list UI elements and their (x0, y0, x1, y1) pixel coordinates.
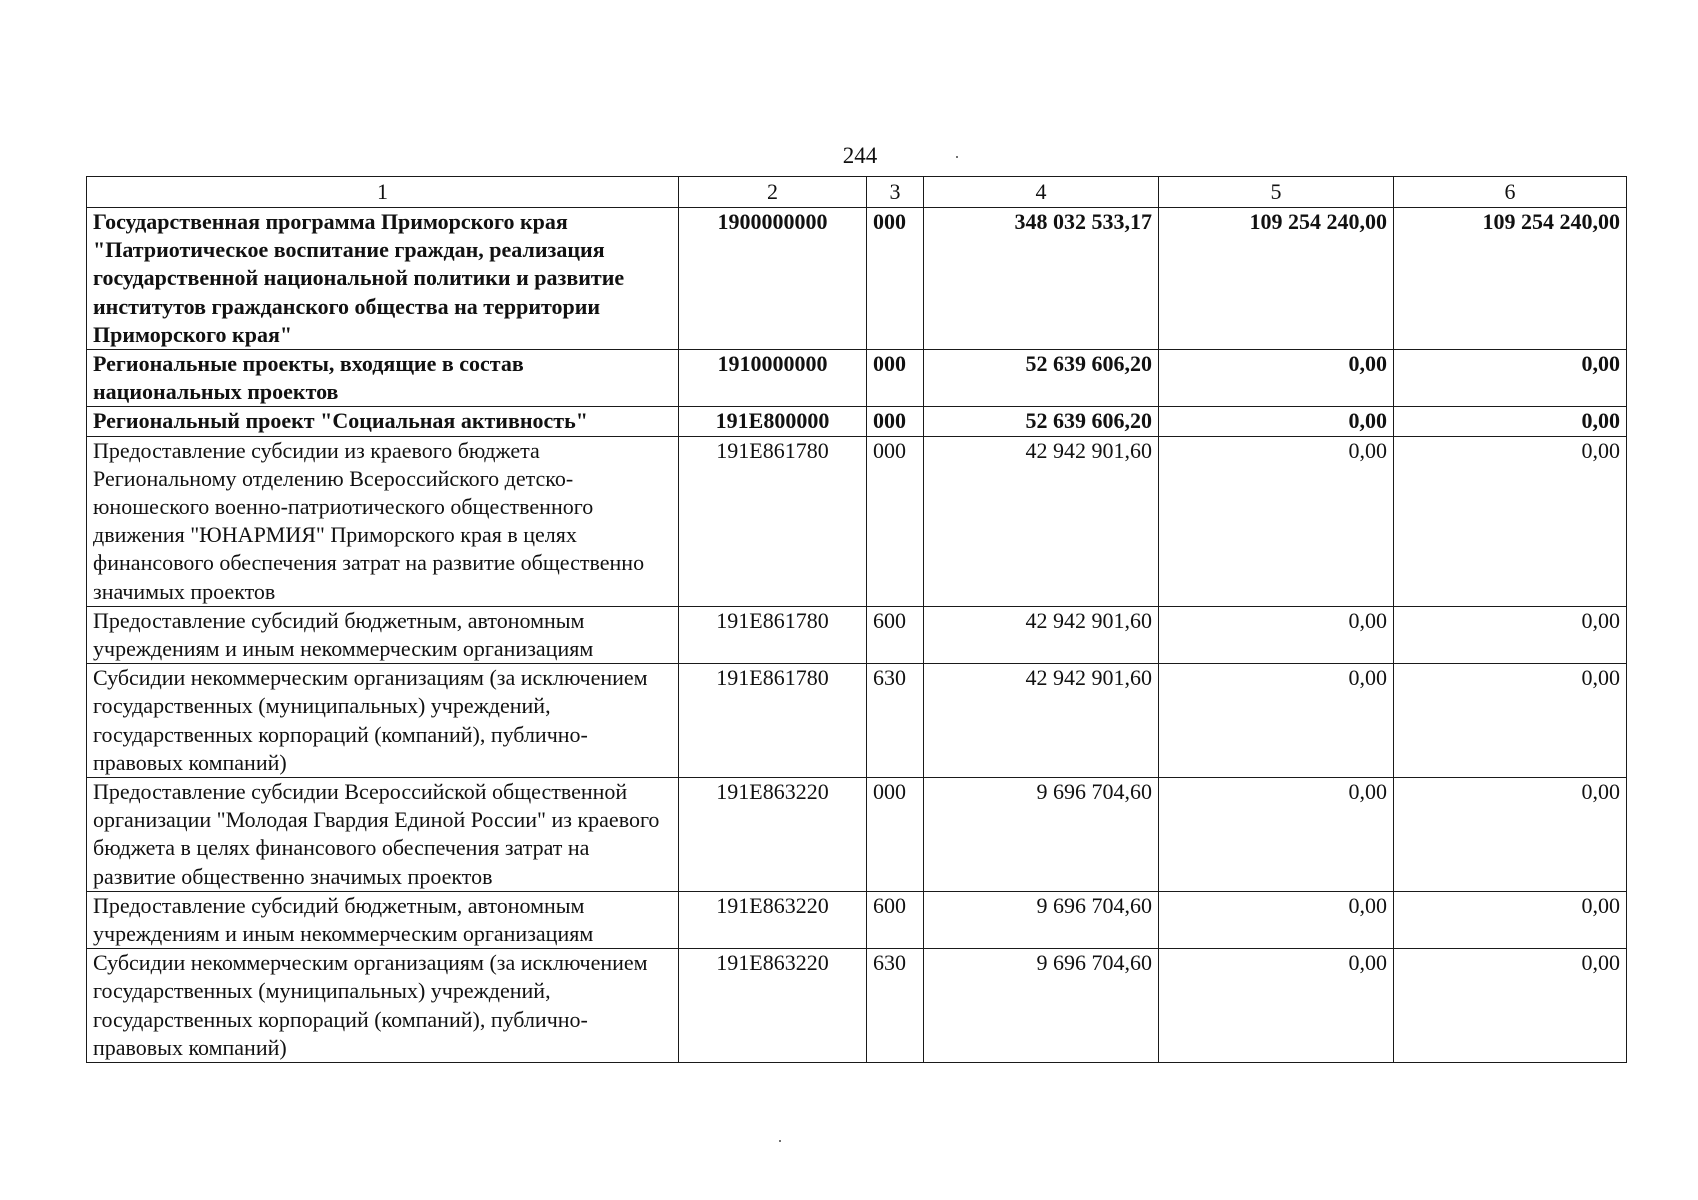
row-name: Предоставление субсидий бюджетным, автономным учреждениям и иным некоммерческим организациям (87, 891, 679, 948)
row-name: Региональный проект "Социальная активность" (87, 407, 679, 436)
table-row (87, 606, 1627, 663)
column-header-1: 1 (87, 177, 679, 208)
row-value-col4: 9 696 704,60 (924, 949, 1159, 1063)
row-value-col6: 0,00 (1394, 891, 1627, 948)
row-expense-type: 000 (867, 778, 924, 892)
column-header-5: 5 (1159, 177, 1394, 208)
table-row (87, 891, 1627, 948)
row-target-code: 191E861780 (679, 606, 867, 663)
row-value-col5: 0,00 (1159, 891, 1394, 948)
column-header-6: 6 (1394, 177, 1627, 208)
row-value-col4: 9 696 704,60 (924, 891, 1159, 948)
row-expense-type: 630 (867, 949, 924, 1063)
row-value-col6: 109 254 240,00 (1394, 208, 1627, 350)
row-name: Предоставление субсидии из краевого бюджета Региональному отделению Всероссийского детско-юношеского военно-патриотического общественного движения "ЮНАРМИЯ" Приморского края в целях финансового обеспечения затрат на развитие общественно значимых проектов (87, 436, 679, 606)
row-value-col4: 42 942 901,60 (924, 436, 1159, 606)
row-value-col5: 0,00 (1159, 778, 1394, 892)
row-name: Субсидии некоммерческим организациям (за исключением государственных (муниципальных) учреждений, государственных корпораций (компаний), публично-правовых компаний) (87, 664, 679, 778)
row-value-col4: 348 032 533,17 (924, 208, 1159, 350)
row-value-col5: 0,00 (1159, 407, 1394, 436)
row-value-col6: 0,00 (1394, 407, 1627, 436)
row-value-col6: 0,00 (1394, 606, 1627, 663)
row-target-code: 1910000000 (679, 350, 867, 407)
row-name: Предоставление субсидии Всероссийской общественной организации "Молодая Гвардия Единой России" из краевого бюджета в целях финансового обеспечения затрат на развитие общественно значимых проектов (87, 778, 679, 892)
scan-speck (779, 1140, 781, 1142)
row-value-col5: 109 254 240,00 (1159, 208, 1394, 350)
column-number-row (87, 177, 1627, 208)
row-value-col5: 0,00 (1159, 606, 1394, 663)
table-row (87, 350, 1627, 407)
row-name: Субсидии некоммерческим организациям (за исключением государственных (муниципальных) учреждений, государственных корпораций (компаний), публично-правовых компаний) (87, 949, 679, 1063)
row-target-code: 191E800000 (679, 407, 867, 436)
row-value-col6: 0,00 (1394, 350, 1627, 407)
row-name: Региональные проекты, входящие в состав национальных проектов (87, 350, 679, 407)
row-expense-type: 000 (867, 436, 924, 606)
row-target-code: 191E861780 (679, 436, 867, 606)
row-expense-type: 630 (867, 664, 924, 778)
table-row (87, 436, 1627, 606)
row-target-code: 1900000000 (679, 208, 867, 350)
table-row (87, 407, 1627, 436)
row-value-col4: 52 639 606,20 (924, 407, 1159, 436)
row-value-col6: 0,00 (1394, 436, 1627, 606)
row-value-col5: 0,00 (1159, 664, 1394, 778)
table-row (87, 778, 1627, 892)
row-value-col6: 0,00 (1394, 778, 1627, 892)
table-row (87, 949, 1627, 1063)
row-target-code: 191E861780 (679, 664, 867, 778)
row-target-code: 191E863220 (679, 949, 867, 1063)
row-value-col4: 42 942 901,60 (924, 606, 1159, 663)
row-expense-type: 600 (867, 891, 924, 948)
row-name: Предоставление субсидий бюджетным, автономным учреждениям и иным некоммерческим организациям (87, 606, 679, 663)
scan-speck (956, 156, 958, 158)
row-value-col4: 52 639 606,20 (924, 350, 1159, 407)
row-expense-type: 000 (867, 407, 924, 436)
budget-table (86, 176, 1627, 1063)
row-name: Государственная программа Приморского края "Патриотическое воспитание граждан, реализация государственной национальной политики и развитие институтов гражданского общества на территории Приморского края" (87, 208, 679, 350)
row-value-col6: 0,00 (1394, 664, 1627, 778)
row-value-col6: 0,00 (1394, 949, 1627, 1063)
row-expense-type: 000 (867, 350, 924, 407)
row-expense-type: 000 (867, 208, 924, 350)
table-row (87, 664, 1627, 778)
row-value-col4: 42 942 901,60 (924, 664, 1159, 778)
row-value-col5: 0,00 (1159, 350, 1394, 407)
row-value-col5: 0,00 (1159, 949, 1394, 1063)
row-target-code: 191E863220 (679, 891, 867, 948)
row-value-col5: 0,00 (1159, 436, 1394, 606)
row-value-col4: 9 696 704,60 (924, 778, 1159, 892)
row-target-code: 191E863220 (679, 778, 867, 892)
column-header-4: 4 (924, 177, 1159, 208)
column-header-2: 2 (679, 177, 867, 208)
column-header-3: 3 (867, 177, 924, 208)
page-number: 244 (842, 143, 878, 168)
table-row (87, 208, 1627, 350)
row-expense-type: 600 (867, 606, 924, 663)
